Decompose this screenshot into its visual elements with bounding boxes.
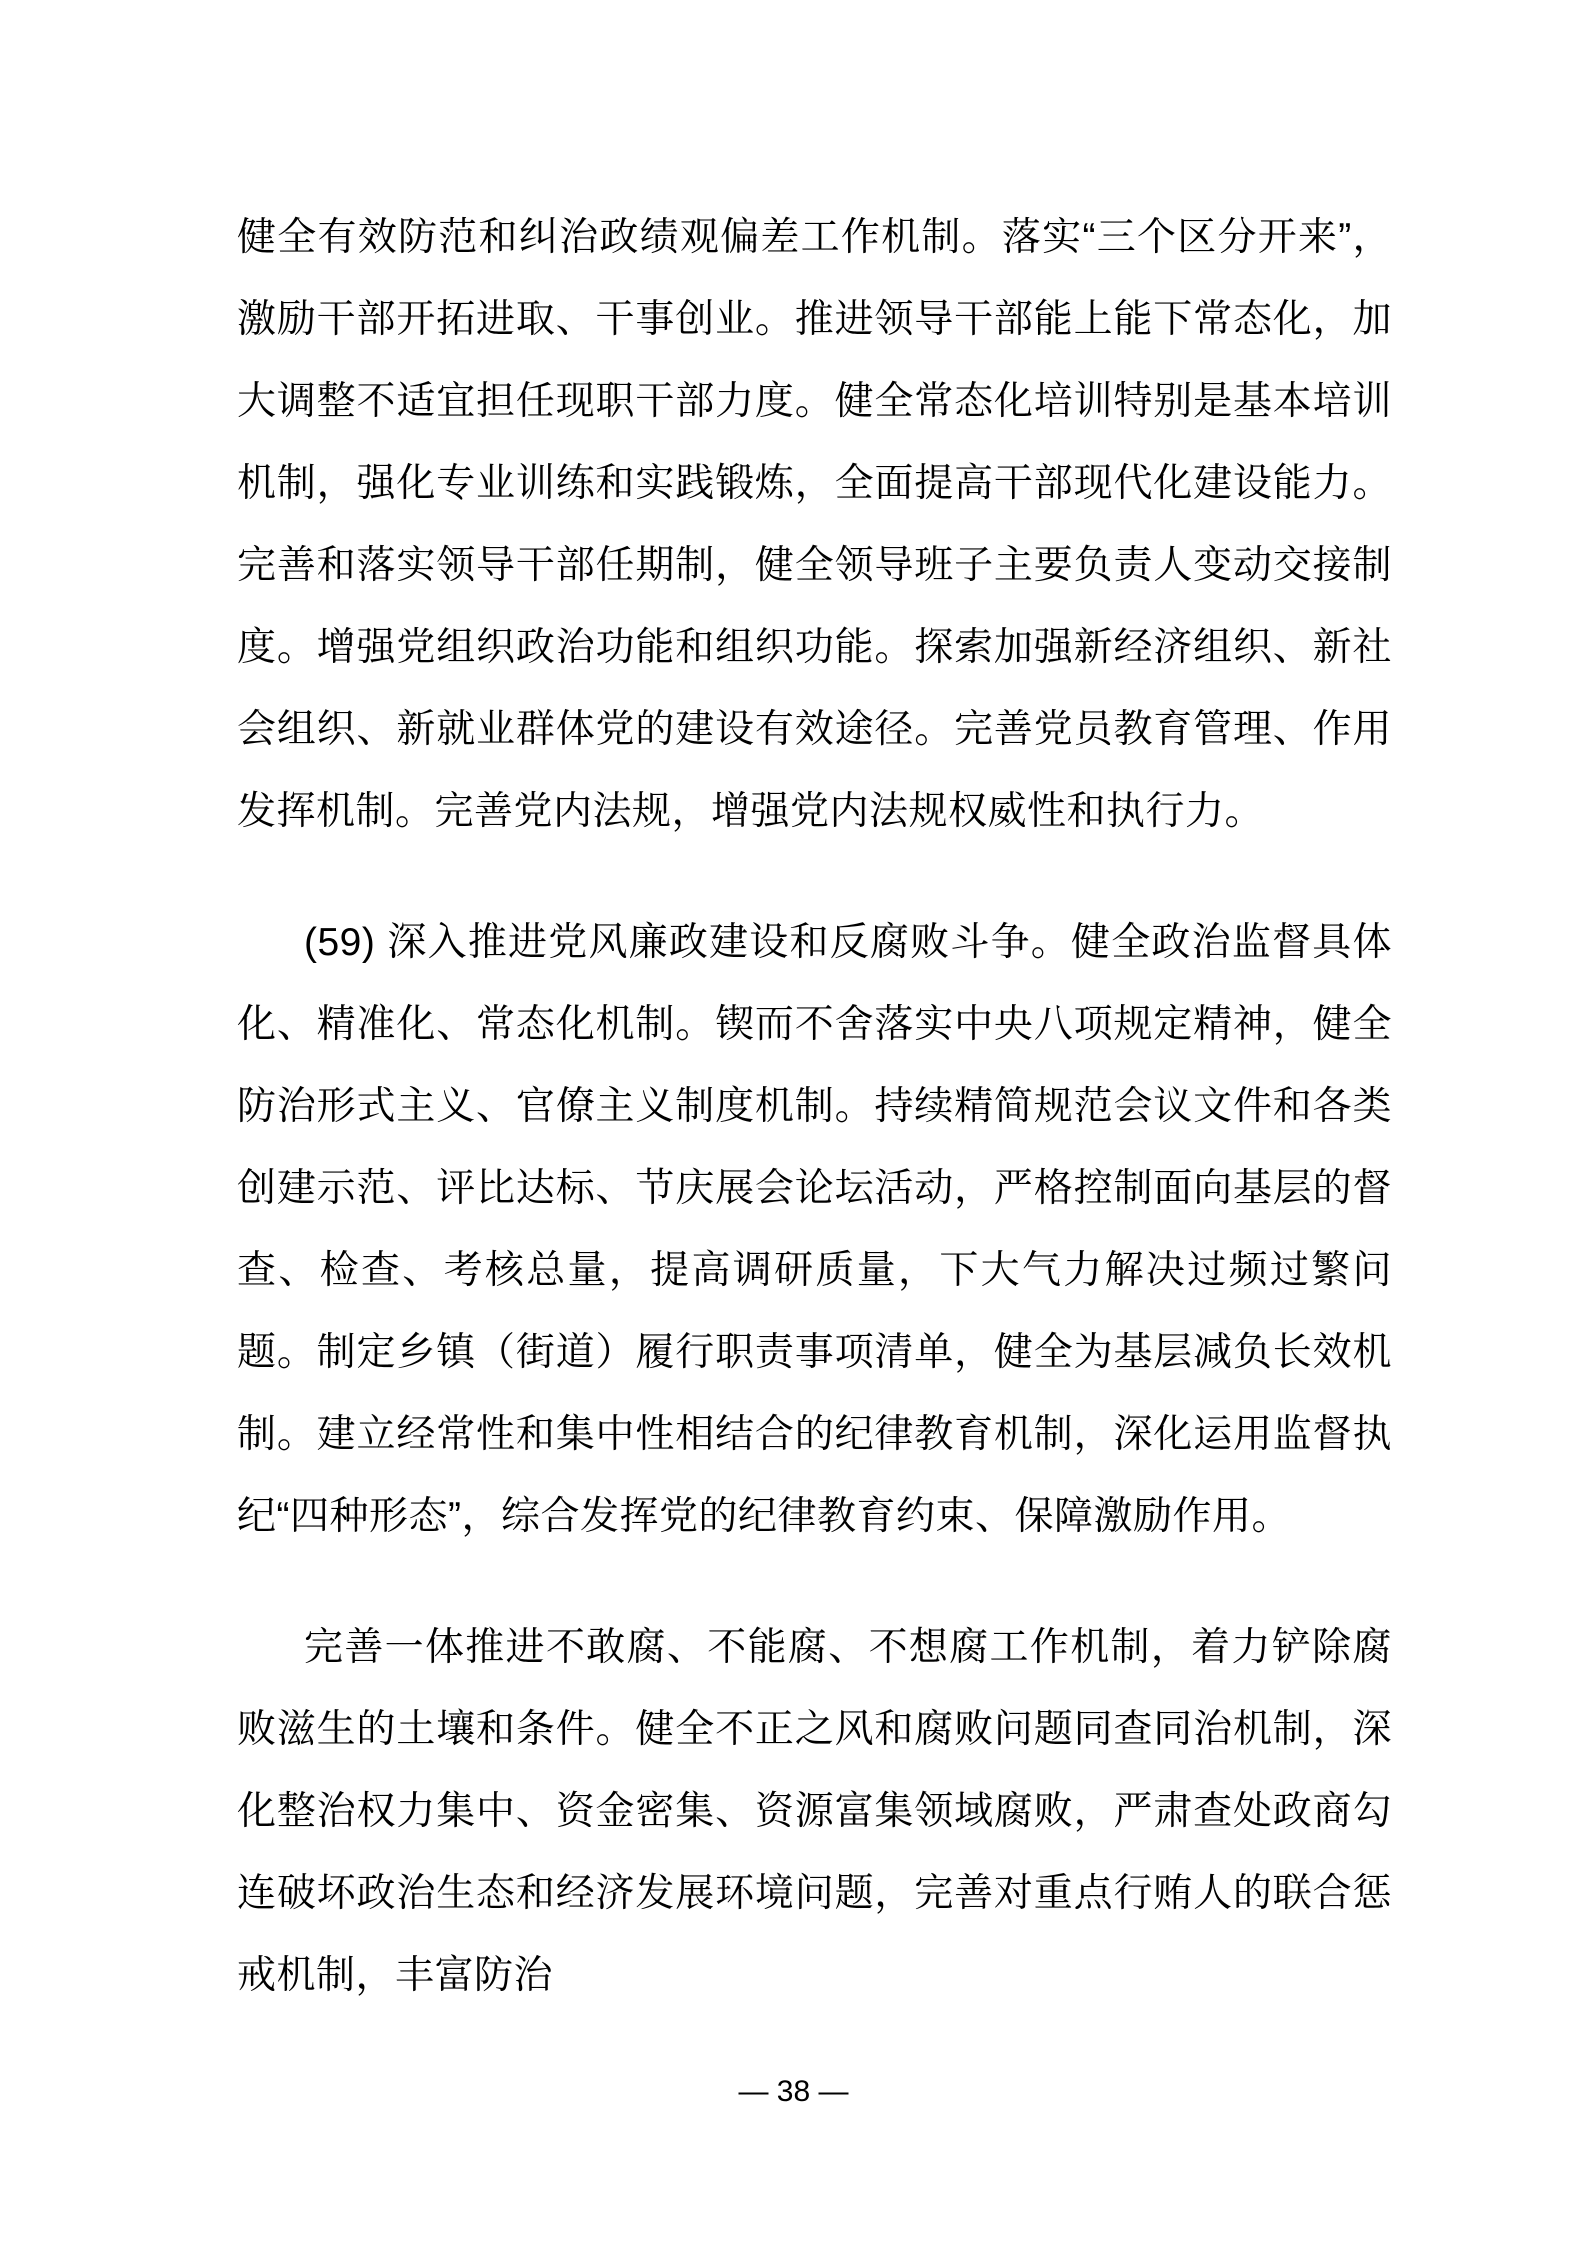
- page-number: — 38 —: [738, 2075, 849, 2108]
- body-paragraph: 完善一体推进不敢腐、不能腐、不想腐工作机制，着力铲除腐败滋生的土壤和条件。健全不正之风和腐败问题同查同治机制，深化整治权力集中、资金密集、资源富集领域腐败，严肃查处政商勾连破坏政治生态和经济发展环境问题，完善对重点行贿人的联合惩戒机制，丰富防治: [237, 1626, 1392, 1997]
- body-paragraph: (59) 深入推进党风廉政建设和反腐败斗争。健全政治监督具体化、精准化、常态化机制。锲而不舍落实中央八项规定精神，健全防治形式主义、官僚主义制度机制。持续精简规范会议文件和各类创建示范、评比达标、节庆展会论坛活动，严格控制面向基层的督查、检查、考核总量，提高调研质量，下大气力解决过频过繁问题。制定乡镇（街道）履行职责事项清单，健全为基层减负长效机制。建立经常性和集中性相结合的纪律教育机制，深化运用监督执纪“四种形态”，综合发挥党的纪律教育约束、保障激励作用。: [237, 921, 1392, 1538]
- page-body-text: [237, 197, 1392, 2017]
- body-paragraph: 健全有效防范和纠治政绩观偏差工作机制。落实“三个区分开来”，激励干部开拓进取、干事创业。推进领导干部能上能下常态化，加大调整不适宜担任现职干部力度。健全常态化培训特别是基本培训机制，强化专业训练和实践锻炼，全面提高干部现代化建设能力。完善和落实领导干部任期制，健全领导班子主要负责人变动交接制度。增强党组织政治功能和组织功能。探索加强新经济组织、新社会组织、新就业群体党的建设有效途径。完善党员教育管理、作用发挥机制。完善党内法规，增强党内法规权威性和执行力。: [237, 216, 1392, 833]
